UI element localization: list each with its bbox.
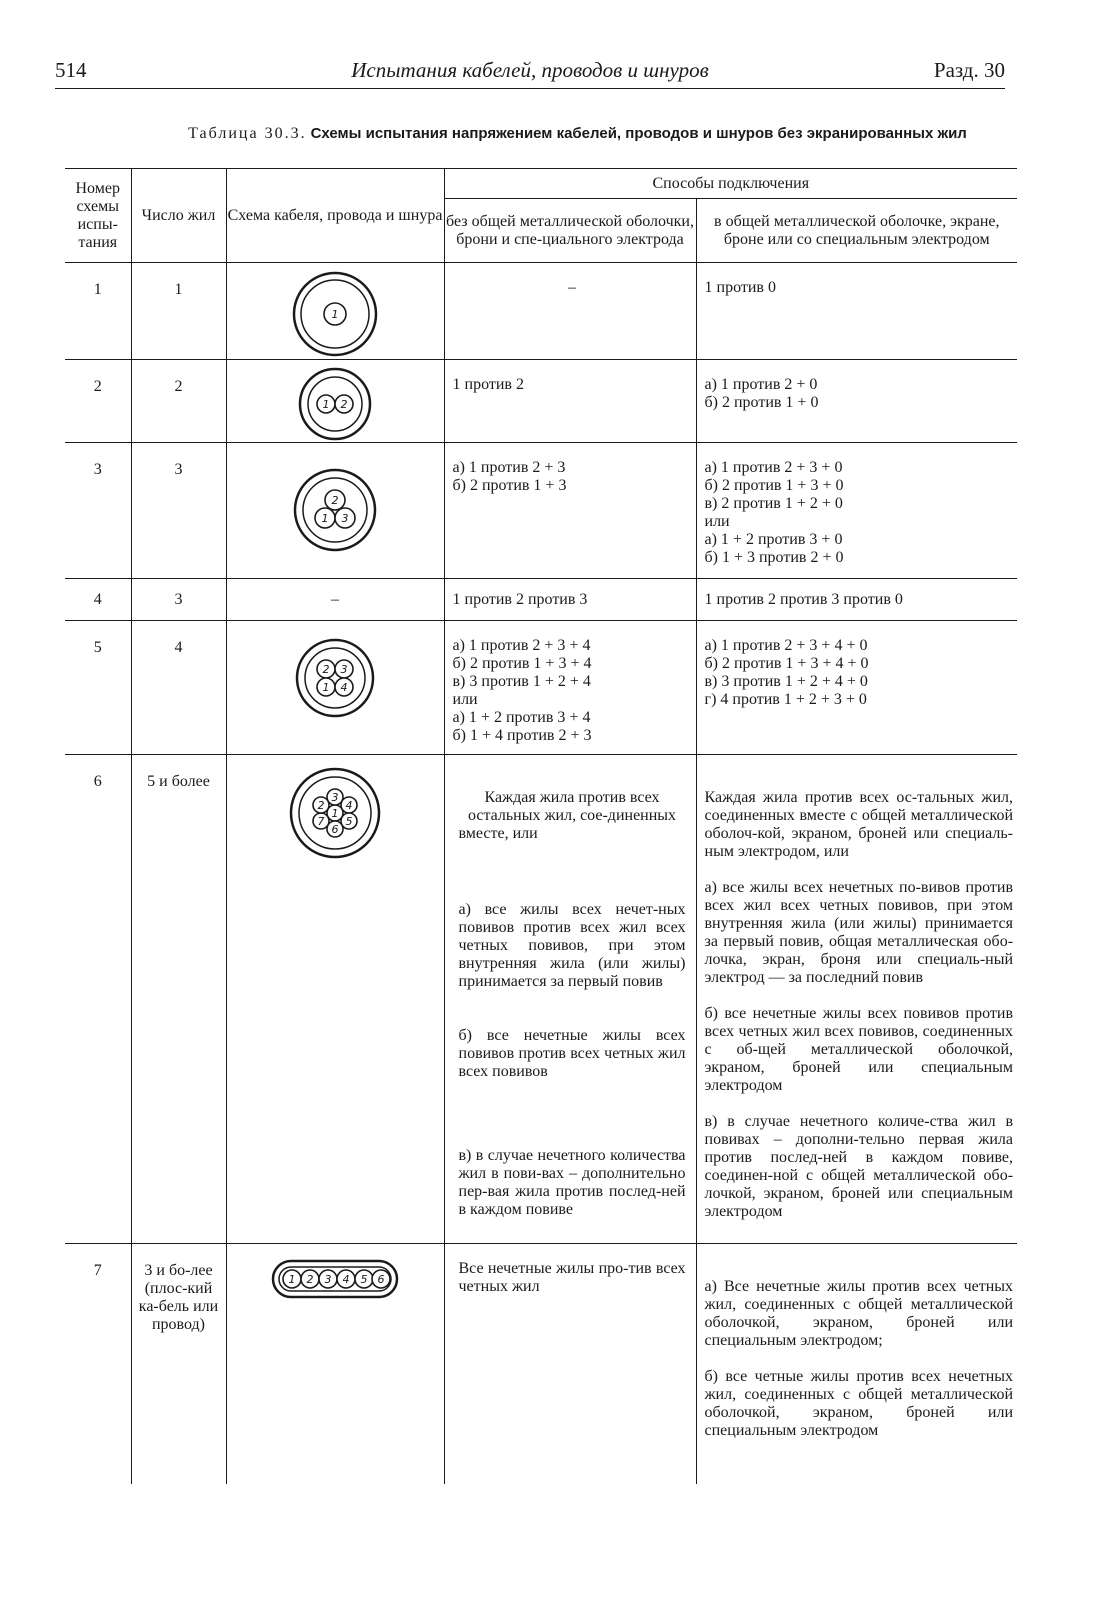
svg-text:3: 3 (324, 1273, 332, 1286)
core-count: 3 (131, 443, 226, 579)
svg-text:5: 5 (360, 1273, 368, 1286)
svg-text:4: 4 (345, 799, 353, 812)
svg-text:4: 4 (340, 681, 348, 694)
cable-flat-icon (270, 1256, 400, 1306)
section-label: Разд. 30 (933, 58, 1005, 82)
paragraph: в) в случае нечетного количества жил в пови-вах – дополнительно пер-вая жила против послед-ней в каждом повиве (458, 1147, 686, 1218)
cable-diagram (226, 579, 444, 621)
table-caption (140, 124, 1015, 143)
table-row (65, 443, 1017, 579)
method-without-sheath: а) 1 против 2 + 3 б) 2 против 1 + 3 (444, 443, 696, 579)
cable-3-core-icon (290, 465, 380, 555)
scheme-number: 6 (65, 755, 131, 1244)
paragraph: Каждая жила против всех ос-тальных жил, соединенных вместе с общей металлической оболоч-кой, экраном, броней или специаль-ным электродом, или (704, 789, 1014, 860)
cable-2-core-icon (297, 366, 373, 442)
svg-text:2: 2 (340, 398, 348, 411)
header-cable-scheme: Схема кабеля, провода и шнура (226, 169, 444, 263)
scheme-number: 5 (65, 621, 131, 755)
method-without-sheath (444, 755, 696, 1244)
paragraph: б) все четные жилы против всех нечетных жил, соединенных с общей металлической оболочкой, экраном, броней или специальным электродом (704, 1368, 1014, 1439)
page-number: 514 (55, 58, 87, 82)
scheme-number: 1 (65, 263, 131, 360)
scheme-number: 3 (65, 443, 131, 579)
core-count: 2 (131, 360, 226, 443)
svg-text:7: 7 (317, 815, 325, 828)
cable-diagram (226, 621, 444, 755)
core-count: 3 (131, 579, 226, 621)
svg-text:3: 3 (341, 512, 349, 525)
method-without-sheath: Все нечетные жилы про-тив всех четных жил (444, 1244, 696, 1484)
paragraph: а) все жилы всех нечет-ных повивов против всех жил всех четных повивов, при этом внутренняя жила (или жилы) принимается за первый повив (458, 901, 686, 990)
svg-text:6: 6 (377, 1273, 385, 1286)
svg-text:2: 2 (317, 799, 325, 812)
table-row (65, 360, 1017, 443)
paragraph: Каждая жила против всех остальных жил, сое-диненных вместе, или (458, 789, 677, 842)
header-without-sheath: без общей металлической оболочки, брони и спе-циального электрода (444, 199, 696, 263)
svg-text:1: 1 (331, 308, 339, 321)
cable-diagram (226, 755, 444, 1244)
method-with-sheath: 1 против 0 (696, 263, 1017, 360)
table-row (65, 621, 1017, 755)
method-without-sheath: 1 против 2 (444, 360, 696, 443)
cable-diagram (226, 263, 444, 360)
method-with-sheath: а) 1 против 2 + 0 б) 2 против 1 + 0 (696, 360, 1017, 443)
cable-diagram (226, 360, 444, 443)
svg-text:1: 1 (288, 1273, 296, 1286)
svg-text:5: 5 (345, 815, 353, 828)
paragraph: а) Все нечетные жилы против всех четных жил, соединенных с общей металлической оболочкой, экраном, броней или специальным электродом; (704, 1278, 1014, 1349)
paragraph: б) все нечетные жилы всех повивов против всех четных жил всех повивов, соединенных с об-щей металлической оболочкой, экраном, броней или специальным электродом (704, 1005, 1014, 1094)
svg-text:2: 2 (322, 663, 330, 676)
method-without-sheath: а) 1 против 2 + 3 + 4 б) 2 против 1 + 3 + 4 в) 3 против 1 + 2 + 4 или а) 1 + 2 против 3 + 4 б) 1 + 4 против 2 + 3 (444, 621, 696, 755)
method-with-sheath: а) 1 против 2 + 3 + 0 б) 2 против 1 + 3 + 0 в) 2 против 1 + 2 + 0 или а) 1 + 2 против 3 + 0 б) 1 + 3 против 2 + 0 (696, 443, 1017, 579)
svg-text:1: 1 (322, 681, 330, 694)
cable-4-core-icon (292, 635, 378, 721)
cable-1-core-icon (290, 269, 380, 359)
method-with-sheath (696, 1244, 1017, 1484)
header-connection-methods: Способы подключения (444, 169, 1017, 199)
table-label: Таблица 30.3. (188, 125, 307, 142)
core-count: 4 (131, 621, 226, 755)
svg-text:1: 1 (331, 807, 339, 820)
scheme-number: 4 (65, 579, 131, 621)
svg-text:3: 3 (331, 791, 339, 804)
core-count: 3 и бо-лее (плос-кий ка-бель или провод) (131, 1244, 226, 1484)
scheme-number: 7 (65, 1244, 131, 1484)
svg-text:1: 1 (321, 512, 329, 525)
table-row (65, 579, 1017, 621)
table-row (65, 263, 1017, 360)
header-scheme-number: Номер схемы испы-тания (65, 169, 131, 263)
header-with-sheath: в общей металлической оболочке, экране, броне или со специальным электродом (696, 199, 1017, 263)
header-core-count: Число жил (131, 169, 226, 263)
cable-multi-core-icon (287, 765, 383, 861)
svg-text:2: 2 (306, 1273, 314, 1286)
cable-diagram (226, 1244, 444, 1484)
svg-text:4: 4 (342, 1273, 350, 1286)
paragraph: б) все нечетные жилы всех повивов против всех четных жил всех повивов (458, 1027, 686, 1080)
scheme-number: 2 (65, 360, 131, 443)
table-row (65, 755, 1017, 1244)
method-without-sheath: 1 против 2 против 3 (444, 579, 696, 621)
test-schemes-table (65, 168, 1017, 1484)
paragraph: в) в случае нечетного количе-ства жил в повивах – дополни-тельно первая жила против послед-ней в каждом повиве, соединен-ной с общей металлической обо-лочкой, экраном, броней или специальным электродом (704, 1113, 1014, 1220)
method-with-sheath: а) 1 против 2 + 3 + 4 + 0 б) 2 против 1 + 3 + 4 + 0 в) 3 против 1 + 2 + 4 + 0 г) 4 против 1 + 2 + 3 + 0 (696, 621, 1017, 755)
svg-text:1: 1 (322, 398, 330, 411)
table-row (65, 1244, 1017, 1484)
paragraph: а) все жилы всех нечетных по-вивов против всех жил всех четных повивов, при этом внутренняя жила (или жилы) принимается за первый повив, общая металлическая обо-лочка, экран, броня или специаль-ный электрод — за последний повив (704, 879, 1014, 986)
core-count: 5 и более (131, 755, 226, 1244)
core-count: 1 (131, 263, 226, 360)
page-header (55, 58, 1005, 89)
method-with-sheath (696, 755, 1017, 1244)
method-with-sheath: 1 против 2 против 3 против 0 (696, 579, 1017, 621)
table-title: Схемы испытания напряжением кабелей, проводов и шнуров без экранированных жил (310, 125, 967, 142)
cable-diagram (226, 443, 444, 579)
method-without-sheath: – (444, 263, 696, 360)
svg-text:2: 2 (331, 494, 339, 507)
running-title: Испытания кабелей, проводов и шнуров (351, 58, 709, 82)
no-diagram-dash: – (331, 591, 339, 608)
svg-text:3: 3 (340, 663, 348, 676)
svg-text:6: 6 (331, 823, 339, 836)
